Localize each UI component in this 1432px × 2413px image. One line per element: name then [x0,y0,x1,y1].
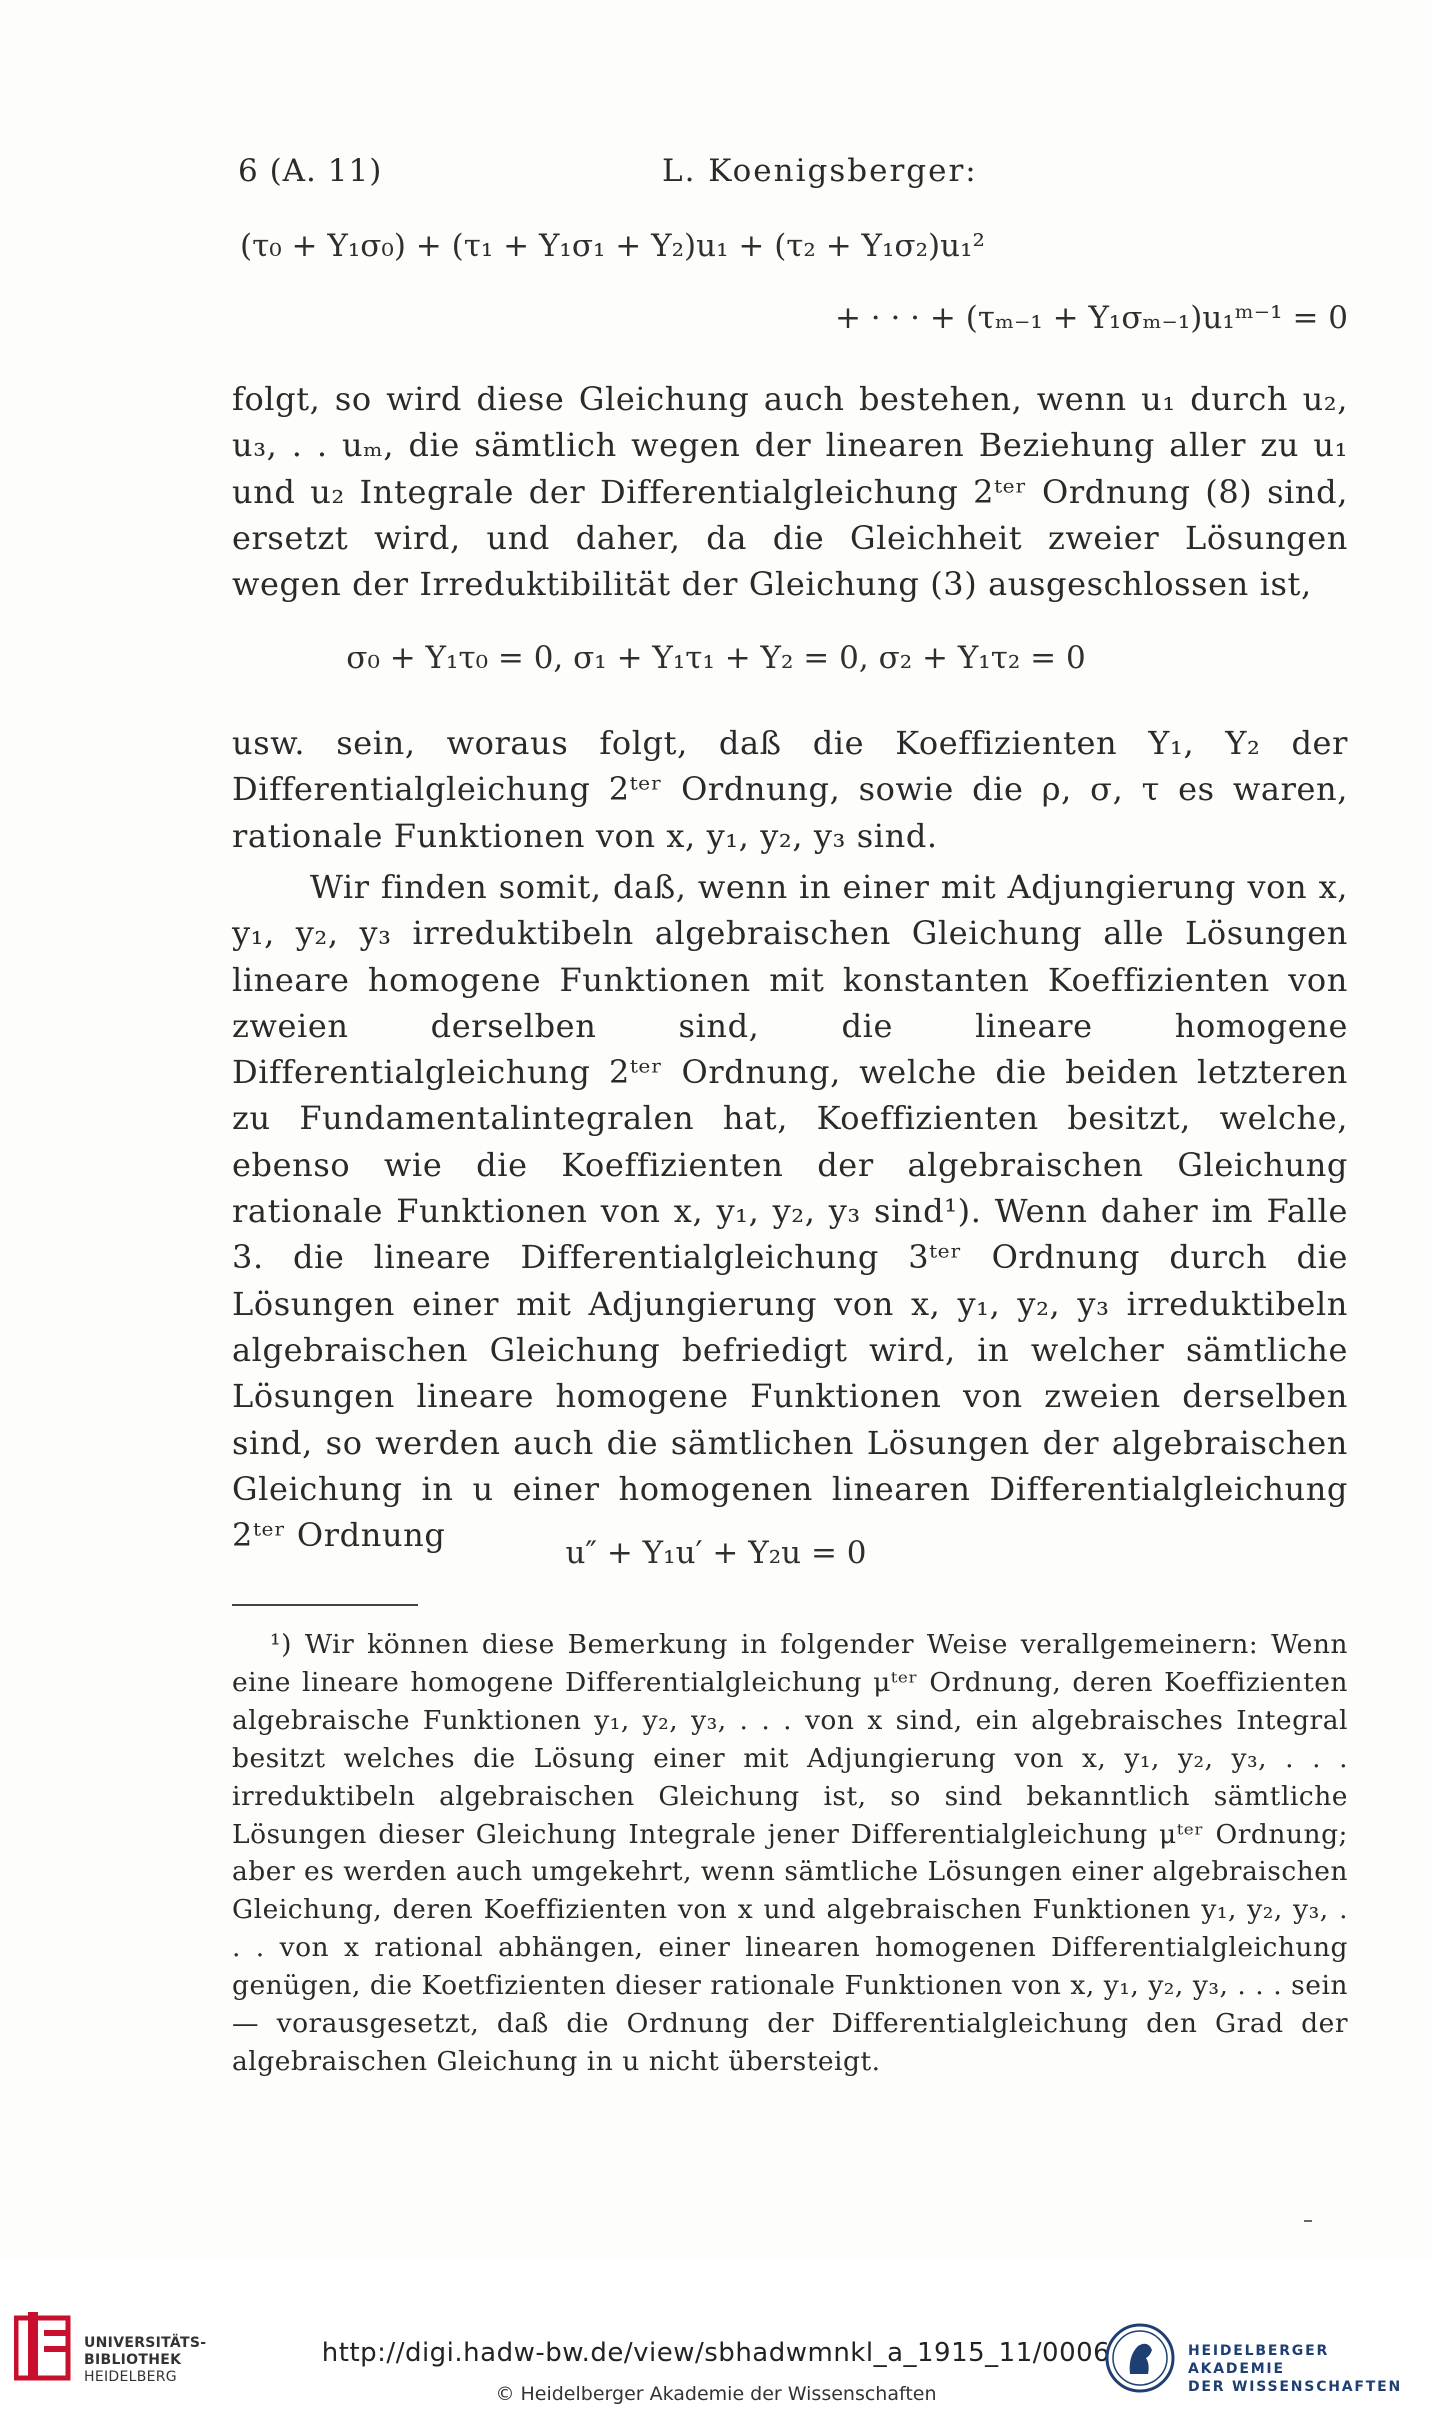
copyright-notice: © Heidelberger Akademie der Wissenschaften [495,2383,937,2405]
equation-3: u″ + Y₁u′ + Y₂u = 0 [565,1535,867,1571]
library-line-3: HEIDELBERG [84,2369,177,2385]
permalink-url[interactable]: http://digi.hadw-bw.de/view/sbhadwmnkl_a_1915_11/0006 [321,2338,1111,2368]
academy-name [1188,2342,1432,2396]
paragraph-3: Wir finden somit, daß, wenn in einer mit Adjungierung von x, y₁, y₂, y₃ irreduktibeln algebraischen Gleichung alle Lösungen lineare homogene Funktionen mit konstanten Koeffizienten von zweien derselben sind, die lineare homogene Differentialgleichung 2ᵗᵉʳ Ordnung, welche die beiden letzteren zu Fundamentalintegralen hat, Koeffizienten besitzt, welche, ebenso wie die Koeffizienten der algebraischen Gleichung rationale Funktionen von x, y₁, y₂, y₃ sind¹). Wenn daher im Falle 3. die lineare Differentialgleichung 3ᵗᵉʳ Ordnung durch die Lösungen einer mit Adjungierung von x, y₁, y₂, y₃ irreduktibeln algebraischen Gleichung befriedigt wird, in welcher sämtliche Lösungen lineare homogene Funktionen von zweien derselben sind, so werden auch die sämtlichen Lösungen der algebraischen Gleichung in u einer homogenen linearen Differentialgleichung 2ᵗᵉʳ Ordnung [232,868,1348,1555]
paragraph-1: folgt, so wird diese Gleichung auch bestehen, wenn u₁ durch u₂, u₃, . . uₘ, die sämtlich wegen der linearen Beziehung aller zu u₁ und u₂ Integrale der Differentialgleichung 2ᵗᵉʳ Ordnung (8) sind, ersetzt wird, und daher, da die Gleichheit zweier Lösungen wegen der Irreduktibilität der Gleichung (3) ausgeschlossen ist, [232,380,1348,604]
equation-1-line-1: (τ₀ + Y₁σ₀) + (τ₁ + Y₁σ₁ + Y₂)u₁ + (τ₂ + Y₁σ₂)u₁² [240,228,985,264]
academy-seal-icon [1104,2322,1176,2394]
viewer-footer [0,2260,1432,2413]
equation-1-line-2: + · · · + (τₘ₋₁ + Y₁σₘ₋₁)u₁ᵐ⁻¹ = 0 [834,300,1348,336]
library-line-1: UNIVERSITÄTS- [84,2335,207,2351]
scan-mark [1304,2220,1312,2228]
footnote-divider [232,1604,418,1606]
running-head-author: L. Koenigsberger: [662,153,978,189]
footnote-1: ¹) Wir können diese Bemerkung in folgender Weise verallgemeinern: Wenn eine lineare homogene Differentialgleichung μᵗᵉʳ Ordnung, deren Koeffizienten algebraische Funktionen y₁, y₂, y₃, . . . von x sind, ein algebraisches Integral besitzt welches die Lösung einer mit Adjungierung von x, y₁, y₂, y₃, . . . irreduktibeln algebraischen Gleichung ist, so sind bekanntlich sämtliche Lösungen dieser Gleichung Integrale jener Differentialgleichung μᵗᵉʳ Ordnung; aber es werden auch umgekehrt, wenn sämtliche Lösungen einer algebraischen Gleichung, deren Koeffizienten von x und algebraischen Funktionen y₁, y₂, y₃, . . . von x rational abhängen, einer linearen homogenen Differentialgleichung genügen, die Koetfizienten dieser rationale Funktionen von x, y₁, y₂, y₃, . . . sein — vorausgesetzt, daß die Ordnung der Differentialgleichung den Grad der algebraischen Gleichung in u nicht übersteigt. [232,1629,1348,2077]
academy-line-2: DER WISSENSCHAFTEN [1188,2379,1403,2395]
library-line-2: BIBLIOTHEK [84,2352,182,2368]
page-number: 6 (A. 11) [238,153,383,189]
paragraph-2: usw. sein, woraus folgt, daß die Koeffizienten Y₁, Y₂ der Differentialgleichung 2ᵗᵉʳ Ordnung, sowie die ρ, σ, τ es waren, rationale Funktionen von x, y₁, y₂, y₃ sind. [232,724,1348,855]
academy-line-1: HEIDELBERGER AKADEMIE [1188,2343,1330,2377]
equation-2: σ₀ + Y₁τ₀ = 0, σ₁ + Y₁τ₁ + Y₂ = 0, σ₂ + Y₁τ₂ = 0 [346,640,1086,676]
